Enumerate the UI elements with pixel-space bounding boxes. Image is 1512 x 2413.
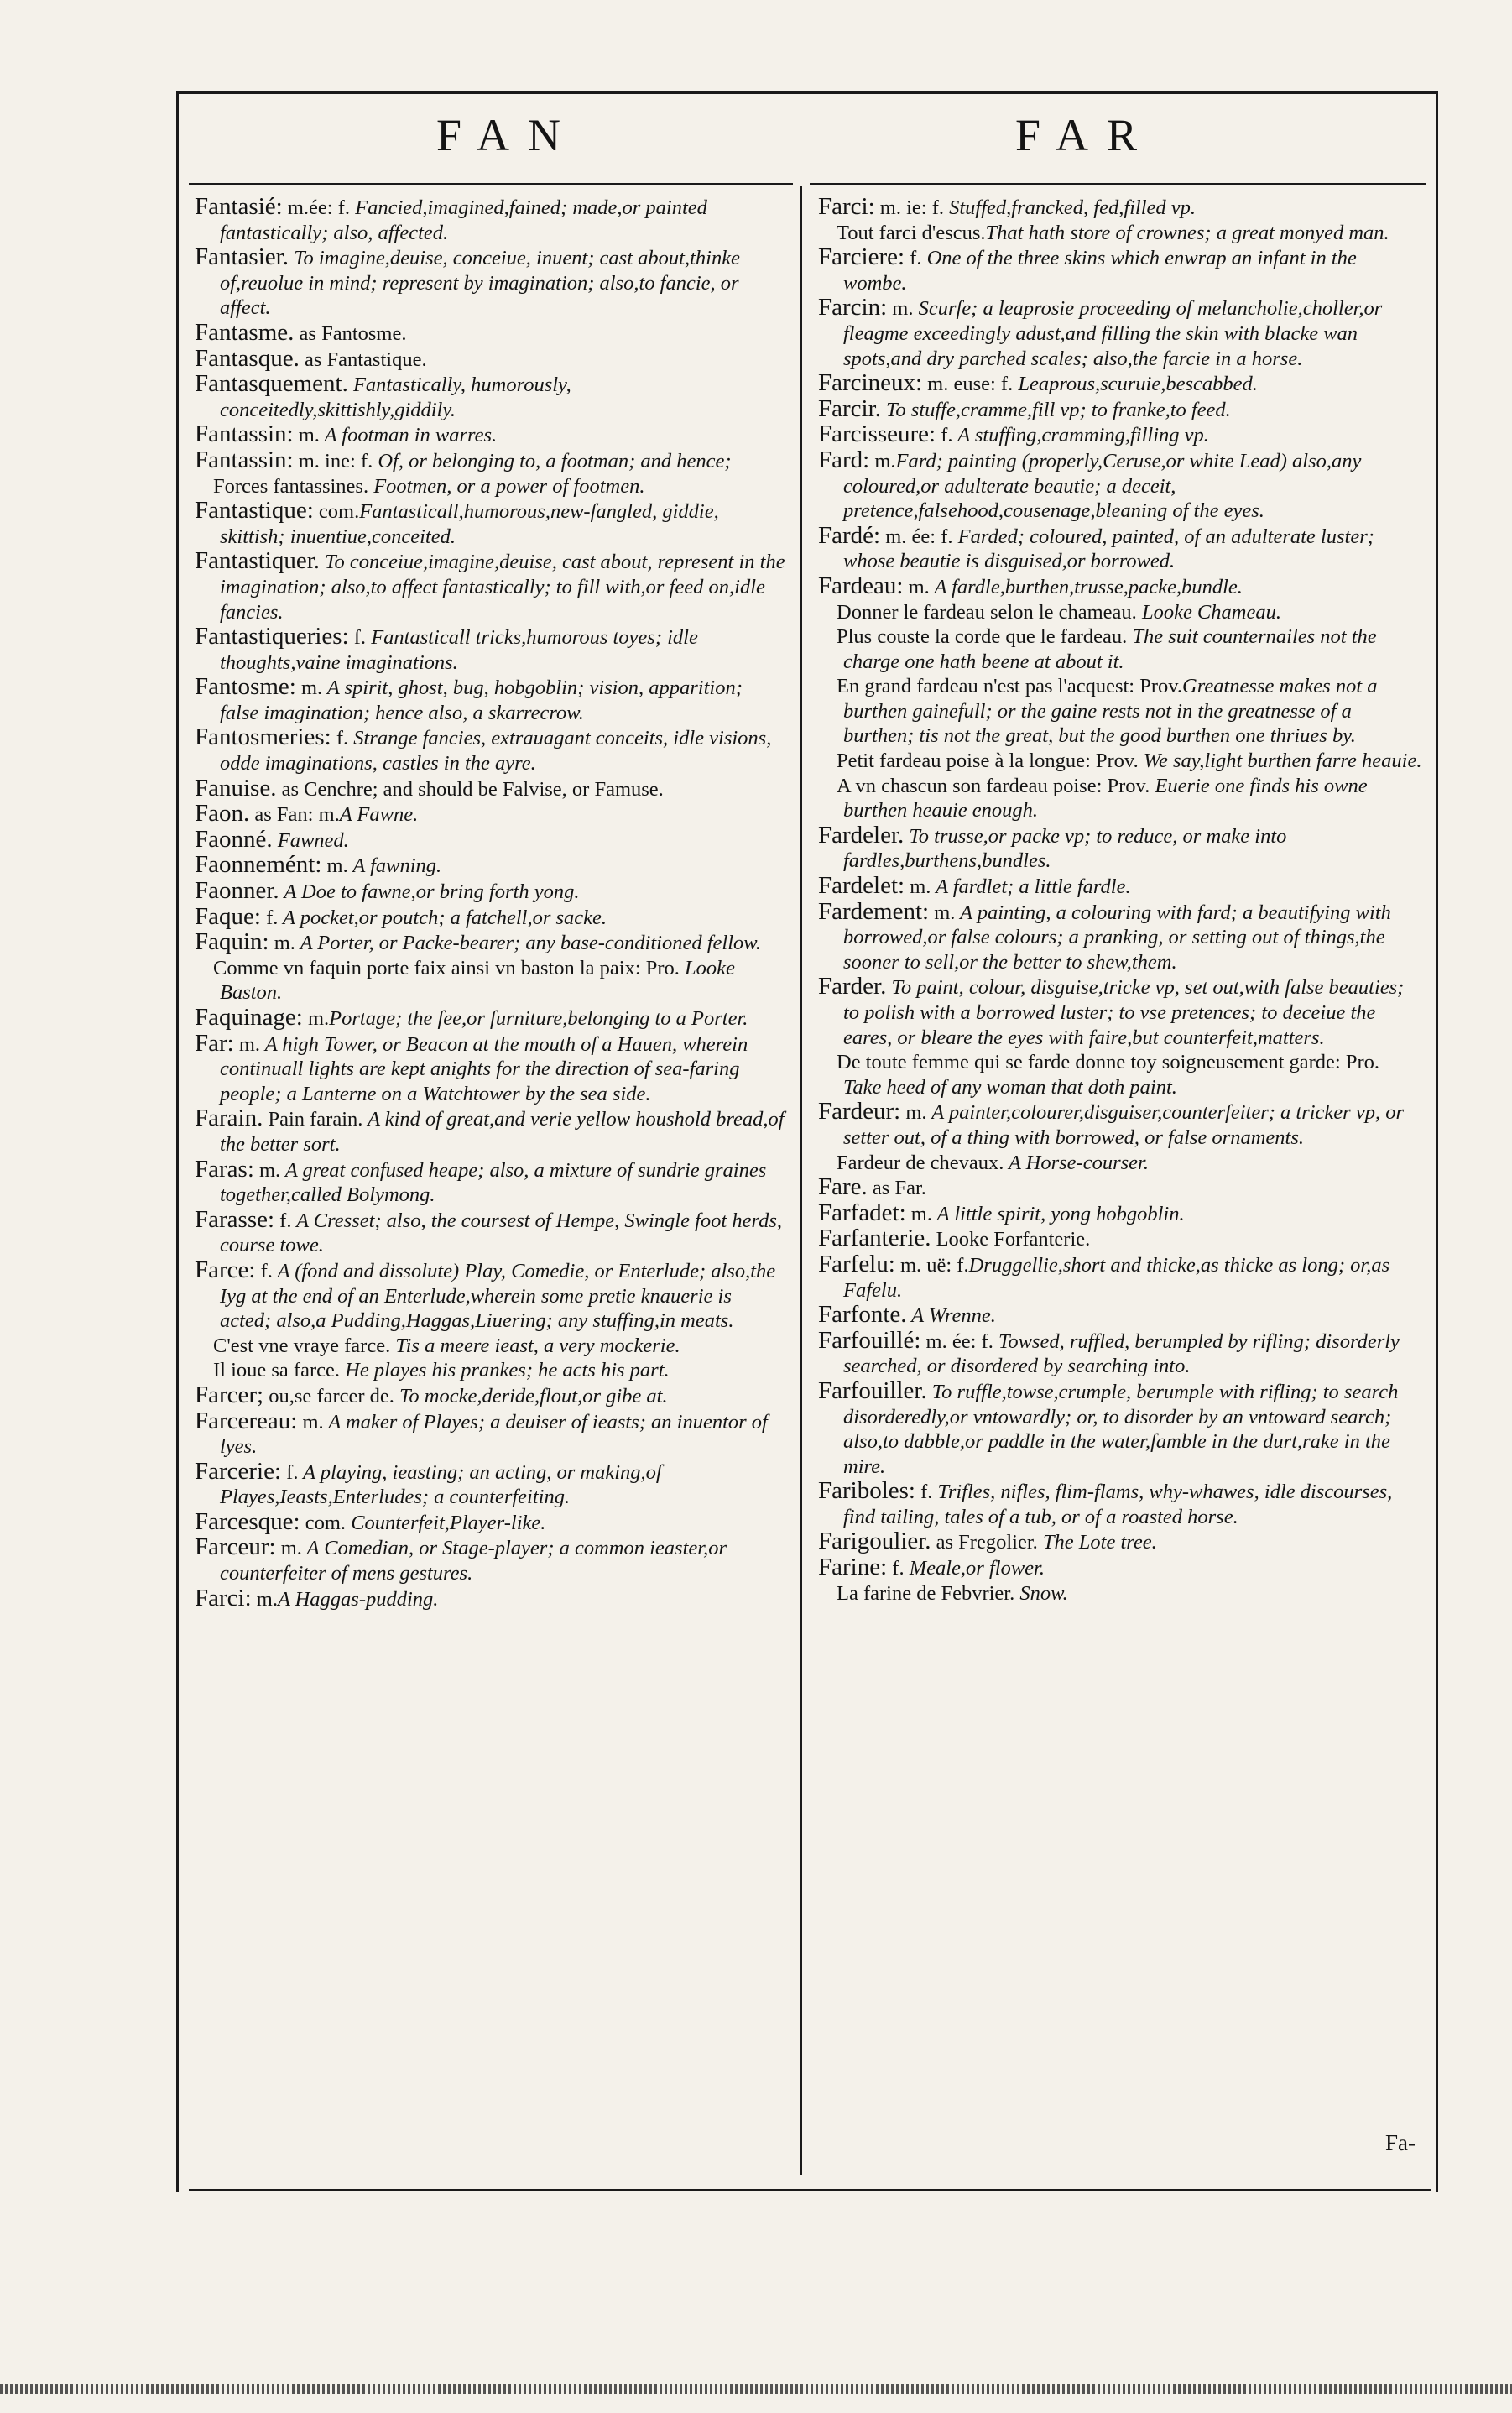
- dictionary-entry: [195, 802, 786, 828]
- entry-gloss: Looke Baston.: [220, 956, 735, 1005]
- subentry-phrase: Forces fantassines.: [213, 474, 369, 498]
- entry-gloss: Of, or belonging to, a footman; and hence;: [373, 449, 732, 473]
- entry-gloss: To mocke,deride,flout,or gibe at.: [394, 1384, 668, 1408]
- entry-gloss: Fancied,imagined,fained; made,or painted fantastically; also, affected.: [220, 196, 707, 244]
- entry-gloss: A playing, ieasting; an acting, or making,of Playes,Ieasts,Enterludes; a counterfeiting.: [220, 1460, 662, 1509]
- dictionary-subentry: [818, 749, 1422, 774]
- entry-gloss: Strange fancies, extrauagant conceits, idle visions, odde imaginations, castles in the ayre.: [220, 727, 772, 776]
- entry-grammar: f.: [260, 906, 279, 929]
- entry-gloss: Scurfe; a leaprosie proceeding of melancholie,choller,or fleagme exceedingly adust,and filling the skin with blacke wan spots,and dry parched scales; also,the farcie in a horse.: [843, 297, 1383, 370]
- header-rule-left: [189, 183, 793, 185]
- dictionary-entry: [818, 874, 1422, 900]
- subentry-phrase: Comme vn faquin porte faix ainsi vn baston la paix: Pro.: [213, 956, 680, 979]
- dictionary-subentry: [818, 600, 1422, 625]
- entry-headword: Far:: [195, 1029, 234, 1057]
- entry-headword: Fardeur:: [818, 1098, 901, 1126]
- entry-grammar: m.: [900, 1101, 927, 1125]
- entry-grammar: m.ée: f.: [282, 196, 350, 219]
- dictionary-subentry: [818, 1050, 1422, 1099]
- entry-gloss: Fard; painting (properly,Ceruse,or white Lead) also,any coloured,or adulterate beautie; a deceit, pretence,falsehood,cousenage,bleaning of the eyes.: [843, 449, 1362, 523]
- dictionary-subentry: [818, 1581, 1422, 1606]
- entry-headword: Farcin:: [818, 294, 888, 321]
- dictionary-entry: [818, 974, 1422, 1050]
- entry-gloss: A (fond and dissolute) Play, Comedie, or Enterlude; also,the Iyg at the end of an Enterlude,wherein some pretie knauerie is acted; also,a Pudding,Haggas,Liuering; any stuffing,in meats.: [220, 1259, 776, 1333]
- column-divider: [800, 186, 802, 2175]
- entry-headword: Fantastiquer.: [195, 547, 321, 575]
- entry-headword: Farfouiller.: [818, 1376, 927, 1404]
- dictionary-entry: [818, 371, 1422, 397]
- entry-gloss: A painter,colourer,disguiser,counterfeiter; a tricker vp, or setter out, of a thing with borrowed, or false ornaments.: [843, 1101, 1404, 1149]
- entry-headword: Faonner.: [195, 877, 279, 905]
- entry-grammar: f.: [348, 626, 367, 650]
- dictionary-subentry: [195, 474, 786, 499]
- entry-grammar: m.: [233, 1032, 261, 1056]
- dictionary-entry: [195, 675, 786, 725]
- entry-gloss: Stuffed,francked, fed,filled vp.: [944, 196, 1197, 219]
- entry-headword: Fardeler.: [818, 821, 905, 849]
- entry-grammar: f.: [274, 1209, 292, 1232]
- entry-gloss: A maker of Playes; a deuiser of ieasts; an inuentor of lyes.: [220, 1410, 768, 1459]
- dictionary-subentry: [818, 624, 1422, 674]
- entry-grammar: m.: [869, 449, 896, 473]
- entry-headword: Faquinage:: [195, 1004, 303, 1031]
- entry-headword: Faonné.: [195, 825, 273, 853]
- entry-gloss: A Wrenne.: [906, 1304, 996, 1328]
- entry-gloss: Meale,or flower.: [904, 1557, 1045, 1580]
- entry-headword: Faras:: [195, 1155, 254, 1183]
- dictionary-subentry: [818, 674, 1422, 749]
- entry-gloss: To stuffe,cramme,fill vp; to franke,to feed.: [880, 398, 1231, 421]
- entry-grammar: m.: [251, 1587, 278, 1611]
- entry-grammar: m.: [275, 1537, 302, 1560]
- entry-headword: Fardement:: [818, 897, 930, 925]
- entry-headword: Farine:: [818, 1554, 888, 1581]
- entry-headword: Fantasié:: [195, 193, 283, 220]
- dictionary-entry: [818, 823, 1422, 874]
- bottom-rule: [189, 2189, 1431, 2191]
- dictionary-entry: [195, 1005, 786, 1032]
- dictionary-entry: [195, 1205, 786, 1258]
- entry-grammar: as Fregolier.: [931, 1531, 1038, 1554]
- dictionary-entry: [818, 1479, 1422, 1529]
- dictionary-entry: [195, 853, 786, 879]
- entry-grammar: m.: [295, 676, 323, 700]
- dictionary-entry: [195, 1535, 786, 1585]
- entry-gloss: One of the three skins which enwrap an infant in the wombe.: [843, 247, 1357, 295]
- subentry-phrase: Fardeur de chevaux.: [837, 1151, 1004, 1174]
- dictionary-entry: [818, 1226, 1422, 1252]
- dictionary-entry: [195, 1586, 786, 1612]
- entry-gloss: To imagine,deuise, conceiue, inuent; cast about,thinke of,reuolue in mind; represent by imagination; also,to fancie, or affect.: [220, 247, 740, 320]
- dictionary-entry: [818, 1376, 1422, 1479]
- entry-headword: Farfouillé:: [818, 1326, 921, 1354]
- dictionary-entry: [195, 372, 786, 422]
- entry-gloss: Trifles, nifles, flim-flams, why-whawes, idle discourses, find tailing, tales of a tub, or of a roasted horse.: [843, 1481, 1393, 1528]
- entry-headword: Farcir.: [818, 394, 881, 422]
- entry-grammar: f.: [281, 1460, 299, 1484]
- entry-gloss: Take heed of any woman that doth paint.: [843, 1075, 1177, 1099]
- entry-gloss: Druggellie,short and thicke,as thicke as long; or,as Fafelu.: [843, 1253, 1390, 1302]
- dictionary-entry: [195, 422, 786, 448]
- dictionary-entry: [195, 725, 786, 776]
- dictionary-subentry: [818, 1151, 1422, 1176]
- entry-headword: Fantosmeries:: [195, 723, 331, 751]
- entry-gloss: Fantastically, humorously, conceitedly,skittishly,giddily.: [220, 373, 571, 421]
- subentry-phrase: En grand fardeau n'est pas l'acquest: Prov.: [837, 675, 1183, 698]
- entry-grammar: m. ée: f.: [880, 525, 953, 548]
- dictionary-entry: [818, 1175, 1422, 1201]
- entry-grammar: f.: [936, 424, 953, 447]
- entry-gloss: He playes his prankes; he acts his part.: [340, 1359, 670, 1382]
- entry-gloss: A high Tower, or Beacon at the mouth of a Hauen, wherein continuall lights are kept anights for the direction of sea-faring people; a Lanterne on a Watchtower by the sea side.: [220, 1032, 748, 1105]
- entry-grammar: f.: [331, 727, 349, 750]
- entry-headword: Fantasque.: [195, 344, 300, 372]
- dictionary-subentry: [818, 774, 1422, 823]
- entry-grammar: m. ée: f.: [920, 1329, 993, 1353]
- entry-headword: Fantosme:: [195, 673, 296, 701]
- entry-headword: Farain.: [195, 1105, 263, 1132]
- entry-gloss: To ruffle,towse,crumple, berumple with rifling; to search disorderedly,or vntowardly; or, to disorder by an vntoward search; also,to dabble,or paddle in the water,famble in the durt,rake in the mire.: [843, 1380, 1399, 1478]
- dictionary-entry: [195, 825, 786, 854]
- entry-gloss: Greatnesse makes not a burthen gainefull; or the gaine rests not in the greatnesse of a burthen; tis not the great, but the good burthen one thriues by.: [843, 675, 1378, 748]
- dictionary-entry: [195, 1157, 786, 1208]
- entry-headword: Fantassin:: [195, 420, 294, 448]
- entry-grammar: com.: [300, 1511, 347, 1534]
- entry-headword: Fardeau:: [818, 572, 904, 599]
- entry-gloss: The Lote tree.: [1037, 1531, 1157, 1554]
- catchword: Fa-: [1385, 2130, 1416, 2155]
- entry-headword: Farcineux:: [818, 369, 923, 397]
- subentry-phrase: C'est vne vraye farce.: [213, 1334, 391, 1357]
- entry-gloss: A Horse-courser.: [1004, 1151, 1149, 1174]
- entry-grammar: m.: [903, 575, 930, 598]
- entry-headword: Farfadet:: [818, 1199, 906, 1226]
- entry-grammar: f.: [255, 1259, 273, 1282]
- entry-gloss: A Cresset; also, the coursest of Hempe, Swingle foot herds, course towe.: [220, 1209, 783, 1257]
- entry-headword: Farder.: [818, 973, 887, 1000]
- entry-grammar: m.: [887, 297, 914, 321]
- entry-headword: Farfelu:: [818, 1250, 895, 1277]
- dictionary-entry: [818, 897, 1422, 975]
- entry-grammar: ou,se farcer de.: [263, 1384, 394, 1408]
- scan-edge: [0, 2384, 1512, 2394]
- entry-gloss: Tis a meere ieast, a very mockerie.: [390, 1334, 680, 1357]
- entry-headword: Farci:: [818, 193, 875, 220]
- dictionary-entry: [195, 1507, 786, 1536]
- entry-headword: Farcer;: [195, 1381, 264, 1408]
- running-head-right: FAR: [1015, 110, 1156, 160]
- entry-gloss: Euerie one finds his owne burthen heauie enough.: [843, 774, 1368, 823]
- subentry-phrase: Petit fardeau poise à la longue: Prov.: [837, 749, 1139, 773]
- entry-gloss: The suit counternailes not the charge one hath beene at about it.: [843, 625, 1377, 673]
- entry-grammar: m.: [293, 424, 320, 447]
- dictionary-entry: [818, 1529, 1422, 1555]
- entry-grammar: as Far.: [867, 1177, 926, 1200]
- subentry-phrase: Plus couste la corde que le fardeau.: [837, 625, 1128, 649]
- dictionary-entry: [195, 879, 786, 905]
- entry-grammar: f.: [887, 1557, 905, 1580]
- entry-gloss: Footmen, or a power of footmen.: [368, 474, 645, 498]
- entry-grammar: m.: [929, 901, 956, 924]
- entry-headword: Faque:: [195, 902, 261, 930]
- dictionary-entry: [818, 1099, 1422, 1150]
- dictionary-entry: [195, 1383, 786, 1409]
- dictionary-entry: [195, 344, 786, 373]
- entry-gloss: To conceiue,imagine,deuise, cast about, represent in the imagination; also,to affect fantastically; to fill with,or feed on,idle fancies.: [220, 551, 785, 624]
- subentry-phrase: Donner le fardeau selon le chameau.: [837, 600, 1137, 624]
- entry-gloss: Fawned.: [272, 828, 349, 852]
- entry-gloss: A great confused heape; also, a mixture of sundrie graines together,called Bolymong.: [220, 1158, 767, 1207]
- entry-headword: Farfonte.: [818, 1301, 907, 1329]
- running-head-left: FAN: [436, 110, 580, 160]
- subentry-phrase: Il ioue sa farce.: [213, 1359, 340, 1382]
- entry-gloss: That hath store of crownes; a great monyed man.: [985, 221, 1389, 244]
- dictionary-entry: [818, 521, 1422, 574]
- dictionary-entry: [195, 1457, 786, 1510]
- entry-gloss: A painting, a colouring with fard; a beautifying with borrowed,or false colours; a pranking, or setting out of things,the sooner to sell,or the better to shew,them.: [843, 901, 1391, 974]
- entry-grammar: m. ine: f.: [293, 449, 373, 473]
- entry-gloss: A footman in warres.: [319, 424, 498, 447]
- entry-gloss: Portage; the fee,or furniture,belonging to a Porter.: [329, 1007, 748, 1030]
- entry-headword: Fariboles:: [818, 1477, 915, 1505]
- entry-headword: Fanuise.: [195, 774, 277, 802]
- entry-gloss: We say,light burthen farre heauie.: [1138, 749, 1422, 773]
- entry-headword: Fantastique:: [195, 497, 314, 525]
- entry-gloss: A spirit, ghost, bug, hobgoblin; vision, apparition; false imagination; hence also, a skarrecrow.: [220, 676, 743, 724]
- dictionary-entry: [195, 195, 786, 245]
- entry-headword: Fantassin:: [195, 446, 294, 473]
- entry-headword: Farce:: [195, 1256, 256, 1283]
- subentry-phrase: A vn chascun son fardeau poise: Prov.: [837, 774, 1150, 797]
- dictionary-entry: [818, 1326, 1422, 1379]
- entry-grammar: m.: [321, 854, 348, 878]
- entry-grammar: as Fantastique.: [299, 347, 427, 371]
- header-rule-right: [810, 183, 1426, 185]
- entry-grammar: m.: [253, 1158, 281, 1182]
- dictionary-entry: [818, 574, 1422, 600]
- dictionary-entry: [195, 448, 786, 474]
- subentry-phrase: La farine de Febvrier.: [837, 1581, 1015, 1605]
- subentry-phrase: Tout farci d'escus.: [837, 221, 986, 244]
- entry-grammar: as Cenchre; and should be Falvise, or Famuse.: [276, 777, 664, 801]
- entry-headword: Farcereau:: [195, 1407, 298, 1434]
- entry-gloss: A Comedian, or Stage-player; a common ieaster,or counterfeiter of mens gestures.: [220, 1537, 727, 1585]
- entry-headword: Fantasme.: [195, 318, 295, 346]
- entry-gloss: A fardle,burthen,trusse,packe,bundle.: [929, 575, 1243, 598]
- dictionary-entry: [818, 1303, 1422, 1329]
- dictionary-entry: [195, 318, 786, 347]
- entry-headword: Fantasier.: [195, 243, 289, 271]
- dictionary-entry: [818, 422, 1422, 448]
- entry-grammar: m.: [269, 932, 295, 955]
- dictionary-entry: [195, 1258, 786, 1334]
- entry-grammar: com.: [313, 500, 360, 524]
- entry-grammar: Pain farain.: [263, 1108, 363, 1131]
- entry-headword: Farciere:: [818, 243, 905, 271]
- entry-gloss: Towsed, ruffled, berumpled by rifling; disorderly searched, or disordered by searching into.: [843, 1329, 1400, 1378]
- dictionary-subentry: [818, 221, 1422, 246]
- entry-headword: Farceur:: [195, 1533, 276, 1561]
- dictionary-entry: [818, 1252, 1422, 1303]
- entry-gloss: Fantasticall tricks,humorous toyes; idle thoughts,vaine imaginations.: [220, 626, 698, 674]
- dictionary-entry: [195, 1106, 786, 1157]
- entry-headword: Faonnemént:: [195, 851, 322, 879]
- entry-grammar: m. euse: f.: [922, 373, 1014, 396]
- entry-headword: Farcisseure:: [818, 420, 936, 448]
- entry-headword: Fantastiqueries:: [195, 623, 349, 650]
- entry-grammar: m.: [905, 1202, 932, 1225]
- entry-gloss: A kind of great,and verie yellow houshold bread,of the better sort.: [220, 1108, 785, 1156]
- dictionary-subentry: [195, 956, 786, 1005]
- dictionary-entry: [195, 549, 786, 624]
- entry-headword: Fard:: [818, 446, 870, 473]
- entry-headword: Farci:: [195, 1584, 252, 1611]
- dictionary-entry: [818, 245, 1422, 295]
- entry-gloss: Leaprous,scuruie,bescabbed.: [1013, 373, 1258, 396]
- subentry-phrase: De toute femme qui se farde donne toy soigneusement garde: Pro.: [837, 1051, 1380, 1074]
- entry-gloss: To trusse,or packe vp; to reduce, or make into fardles,burthens,bundles.: [843, 824, 1287, 873]
- dictionary-entry: [195, 902, 786, 931]
- dictionary-entry: [818, 1201, 1422, 1227]
- entry-gloss: A Doe to fawne,or bring forth yong.: [279, 880, 580, 904]
- entry-grammar: f.: [915, 1481, 933, 1504]
- dictionary-subentry: [195, 1334, 786, 1359]
- dictionary-entry: [818, 195, 1422, 221]
- entry-grammar: m.: [297, 1410, 324, 1434]
- entry-gloss: Fantasticall,humorous,new-fangled, giddie, skittish; inuentiue,conceited.: [220, 500, 719, 548]
- entry-headword: Fardé:: [818, 521, 881, 549]
- dictionary-entry: [195, 776, 786, 802]
- entry-headword: Farcesque:: [195, 1507, 300, 1535]
- entry-gloss: Snow.: [1014, 1581, 1068, 1605]
- entry-headword: Farcerie:: [195, 1457, 282, 1485]
- entry-gloss: Looke Chameau.: [1136, 600, 1281, 624]
- entry-headword: Fantasquement.: [195, 370, 348, 398]
- entry-headword: Faon.: [195, 800, 250, 828]
- right-column: [818, 195, 1422, 1606]
- entry-gloss: A fawning.: [347, 854, 442, 878]
- dictionary-entry: [818, 394, 1422, 423]
- entry-grammar: m.: [302, 1007, 330, 1030]
- entry-gloss: A little spirit, yong hobgoblin.: [931, 1202, 1185, 1225]
- entry-gloss: A Haggas-pudding.: [277, 1587, 439, 1611]
- entry-grammar: f.: [905, 247, 922, 270]
- entry-headword: Farfanterie.: [818, 1225, 931, 1252]
- dictionary-entry: [195, 245, 786, 321]
- entry-gloss: Farded; coloured, painted, of an adulterate luster; whose beautie is disguised,or borrowed.: [843, 525, 1374, 573]
- entry-headword: Fardelet:: [818, 872, 905, 900]
- dictionary-entry: [195, 1409, 786, 1460]
- entry-gloss: A fardlet; a little fardle.: [931, 875, 1131, 899]
- entry-grammar: m. ie: f.: [874, 196, 944, 219]
- entry-grammar: m.: [905, 875, 931, 899]
- entry-gloss: Counterfeit,Player-like.: [346, 1511, 546, 1534]
- entry-gloss: A Fawne.: [339, 803, 419, 827]
- entry-headword: Faquin:: [195, 928, 269, 956]
- entry-headword: Fare.: [818, 1173, 868, 1201]
- entry-grammar: as Fantosme.: [294, 321, 407, 345]
- entry-gloss: A stuffing,cramming,filling vp.: [952, 424, 1209, 447]
- dictionary-subentry: [195, 1358, 786, 1383]
- dictionary-entry: [195, 930, 786, 956]
- entry-headword: Farigoulier.: [818, 1528, 931, 1555]
- left-column: [195, 195, 786, 1611]
- entry-grammar: Looke Forfanterie.: [931, 1228, 1091, 1251]
- entry-gloss: A pocket,or poutch; a fatchell,or sacke.: [278, 906, 607, 929]
- dictionary-entry: [818, 295, 1422, 371]
- entry-headword: Farasse:: [195, 1205, 275, 1233]
- entry-grammar: m. uë: f.: [894, 1253, 969, 1277]
- dictionary-entry: [195, 624, 786, 675]
- entry-grammar: as Fan: m.: [249, 803, 340, 827]
- dictionary-entry: [195, 499, 786, 549]
- dictionary-entry: [818, 1555, 1422, 1581]
- dictionary-entry: [195, 1029, 786, 1107]
- entry-gloss: To paint, colour, disguise,tricke vp, set out,with false beauties; to polish with a borrowed luster; to vse pretences; to deceiue the eares, or bleare the eyes with faire,but counterfeit,matters.: [843, 976, 1405, 1049]
- dictionary-entry: [818, 448, 1422, 524]
- entry-gloss: A Porter, or Packe-bearer; any base-conditioned fellow.: [295, 932, 761, 955]
